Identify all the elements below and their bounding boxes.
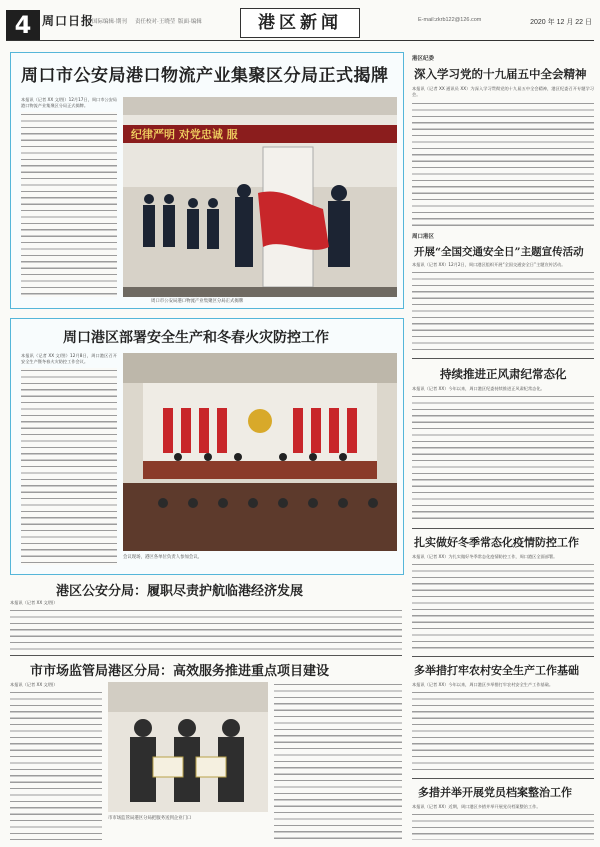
photo-market-supervision [108, 682, 268, 812]
email-address: E-mail:zkrb122@126.com [418, 17, 482, 23]
unveiling-ceremony-illustration [123, 97, 397, 297]
story-text-epidemic-control: 本报讯（记者 XX）为扎实做好冬季常态化疫情防控工作，周口港区全面部署。 [412, 554, 594, 650]
story-text-rural-safety: 本报讯（记者 XX）今年以来，周口港区多举措打牢农村安全生产工作基础。 [412, 682, 594, 774]
issue-date: 2020 年 12 月 22 日 [530, 19, 592, 26]
photo-caption-market-supervision: 市市场监管局港区分局把服务送到企业门口 [108, 816, 192, 821]
story-text-discipline: 本报讯（记者 XX）今年以来，周口港区纪委持续推进正风肃纪常态化。 [412, 386, 594, 522]
banner-text: 纪律严明 对党忠诚 服 [131, 128, 238, 141]
story-text-safety-meeting: 本报讯（记者 XX 文/图）12月8日，周口港区召开安全生产暨冬春火灾防控工作会议。 [21, 353, 117, 565]
masthead [0, 0, 600, 44]
story-box-safety-meeting [10, 318, 404, 575]
headline-rural-safety: 多举措打牢农村安全生产工作基础 [414, 664, 579, 677]
page-number: 4 [6, 10, 40, 40]
column-label-discipline: 港区纪委 [412, 56, 435, 62]
story-text-plenary-study: 本报讯（记者 XX 通讯员 XX）为深入学习贯彻党的十九届五中全会精神，港区纪委召开专题学习会。 [412, 86, 594, 226]
photo-unveiling-ceremony [123, 97, 397, 297]
right-column [410, 52, 594, 842]
right-rule-2 [412, 528, 594, 529]
photo-safety-meeting [123, 353, 397, 551]
newspaper-logo: 周口日报 [42, 14, 95, 28]
headline-traffic-safety: 开展“全国交通安全日”主题宣传活动 [414, 246, 584, 258]
photo-caption-safety-meeting: 会议现场，港区各单位负责人参加会议。 [123, 555, 203, 560]
headline-public-security: 港区公安分局：履职尽责护航临港经济发展 [56, 584, 304, 599]
story-text-public-security: 本报讯（记者 XX 文/图） [10, 600, 402, 650]
meeting-hall-illustration [123, 353, 397, 551]
proofreader-credit: 责任校对·王晓莹 [135, 19, 176, 25]
headline-discipline: 持续推进正风肃纪常态化 [440, 367, 567, 381]
headline-plenary-study: 深入学习党的十九届五中全会精神 [414, 67, 587, 81]
section-title: 港区新闻 [240, 8, 360, 38]
story-box-police-branch [10, 52, 404, 309]
story-separator [10, 655, 402, 656]
certificate-presentation-illustration [108, 682, 268, 812]
right-rule-1 [412, 358, 594, 359]
story-text-market-supervision: 本报讯（记者 XX 文/图） [10, 682, 102, 840]
photo-caption-police-branch: 周口市公安局港口物流产业集聚区分局正式揭牌 [151, 299, 244, 304]
story-text-party-archives: 本报讯（记者 XX）近期，周口港区多措并举开展党员档案整治工作。 [412, 804, 594, 840]
headline-police-branch: 周口市公安局港口物流产业集聚区分局正式揭牌 [21, 66, 389, 86]
story-text-market-supervision-cont [274, 682, 402, 840]
story-text-traffic-safety: 本报讯（记者 XX）12月2日，周口港区组织开展“全国交通安全日”主题宣传活动。 [412, 262, 594, 354]
header-rule [6, 40, 594, 41]
right-rule-4 [412, 778, 594, 779]
headline-party-archives: 多措并举开展党员档案整治工作 [418, 786, 572, 799]
column-label-port: 周口港区 [412, 234, 435, 240]
right-rule-3 [412, 656, 594, 657]
story-text-police-branch: 本报讯（记者 XX 文/图）12月17日，周口市公安局港口物流产业集聚区分局正式揭牌。 [21, 97, 117, 297]
editor-credit: 国际编辑·期刊 [92, 19, 127, 25]
headline-market-supervision: 市市场监管局港区分局：高效服务推进重点项目建设 [30, 664, 330, 679]
headline-safety-meeting: 周口港区部署安全生产和冬春火灾防控工作 [63, 330, 329, 346]
layout-credit: 版面·编辑 [178, 19, 202, 25]
headline-epidemic-control: 扎实做好冬季常态化疫情防控工作 [414, 536, 579, 549]
